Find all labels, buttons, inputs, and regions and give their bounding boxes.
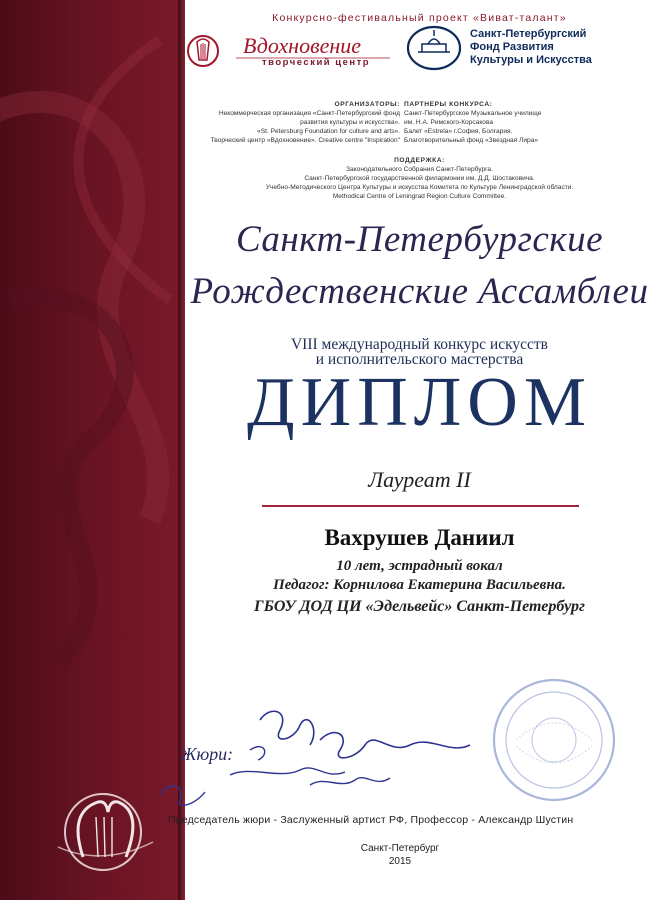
organizer-line: «St. Petersburg Foundation for culture and arts». bbox=[257, 128, 400, 135]
vdohnovenie-title: Вдохновение bbox=[243, 33, 362, 58]
support-heading: ПОДДЕРЖКА: bbox=[394, 157, 445, 164]
recipient-school: ГБОУ ДОД ЦИ «Эдельвейс» Санкт-Петербург bbox=[254, 598, 585, 615]
round-seal-stamp bbox=[478, 676, 628, 804]
fund-name bbox=[470, 28, 592, 67]
recipient-teacher: Педагог: Корнилова Екатерина Васильевна. bbox=[273, 577, 566, 593]
partners-list bbox=[404, 100, 644, 145]
support-line: Учебно-Методического Центра Культуры и искусства Комитета по Культуре Ленинградской области. bbox=[265, 184, 574, 191]
support-line: Санкт-Петербургской государственной филармонии им. Д.Д. Шостаковича. bbox=[304, 175, 535, 182]
city-year bbox=[300, 842, 500, 868]
contest-description bbox=[185, 337, 654, 367]
vdohnovenie-subtitle: творческий центр bbox=[262, 57, 371, 68]
lyre-emblem-icon bbox=[48, 772, 158, 882]
partner-line: Балет «Estrela» г.София, Болгария. bbox=[404, 128, 513, 135]
city: Санкт-Петербург bbox=[360, 843, 440, 854]
partner-line: им. Н.А. Римского-Корсакова bbox=[404, 119, 494, 126]
fund-name-line: Санкт-Петербургский bbox=[470, 28, 587, 40]
jury-chairman: Председатель жюри - Заслуженный артист РФ, Профессор - Александр Шустин bbox=[168, 814, 574, 826]
organizers-list bbox=[185, 100, 400, 145]
year: 2015 bbox=[388, 856, 412, 867]
support-line: Законодательного Собрания Санкт-Петербурга. bbox=[346, 166, 493, 173]
event-title-line-1: Санкт-Петербургские bbox=[235, 219, 604, 260]
organizer-line: развития культуры и искусства». bbox=[300, 119, 400, 126]
contest-line: и исполнительского мастерства bbox=[315, 351, 524, 368]
partner-line: Санкт-Петербургское Музыкальное училище bbox=[404, 110, 542, 117]
partners-heading: ПАРТНЕРЫ КОНКУРСА: bbox=[404, 101, 493, 108]
support-line: Methodical Centre of Leningrad Region Culture Committee. bbox=[332, 193, 507, 200]
organizers-heading: ОРГАНИЗАТОРЫ: bbox=[334, 101, 400, 108]
contest-line: VIII международный конкурс искусств bbox=[290, 336, 549, 353]
project-line: Конкурсно-фестивальный проект «Виват-талант» bbox=[272, 12, 567, 24]
recipient-name: Вахрушев Даниил bbox=[324, 525, 515, 550]
event-title-line-2: Рождественские Ассамблеи bbox=[190, 271, 649, 312]
divider-line bbox=[262, 505, 579, 507]
recipient-age-category: 10 лет, эстрадный вокал bbox=[336, 558, 503, 574]
partner-line: Благотворительный фонд «Звездная Лира» bbox=[404, 137, 539, 144]
jury-label: Жюри: bbox=[180, 744, 234, 764]
organizer-line: Творческий центр «Вдохновение». Creative centre "Inspiration" bbox=[210, 137, 400, 144]
organizer-line: Некоммерческая организация «Санкт-Петербургский фонд bbox=[218, 110, 400, 117]
fund-name-line: Фонд Развития bbox=[470, 41, 554, 53]
fund-emblem bbox=[404, 22, 464, 72]
support-block bbox=[185, 156, 654, 201]
award-level: Лауреат II bbox=[368, 467, 471, 492]
fund-name-line: Культуры и Искусства bbox=[470, 54, 592, 66]
diploma-title: ДИПЛОМ bbox=[246, 364, 593, 441]
